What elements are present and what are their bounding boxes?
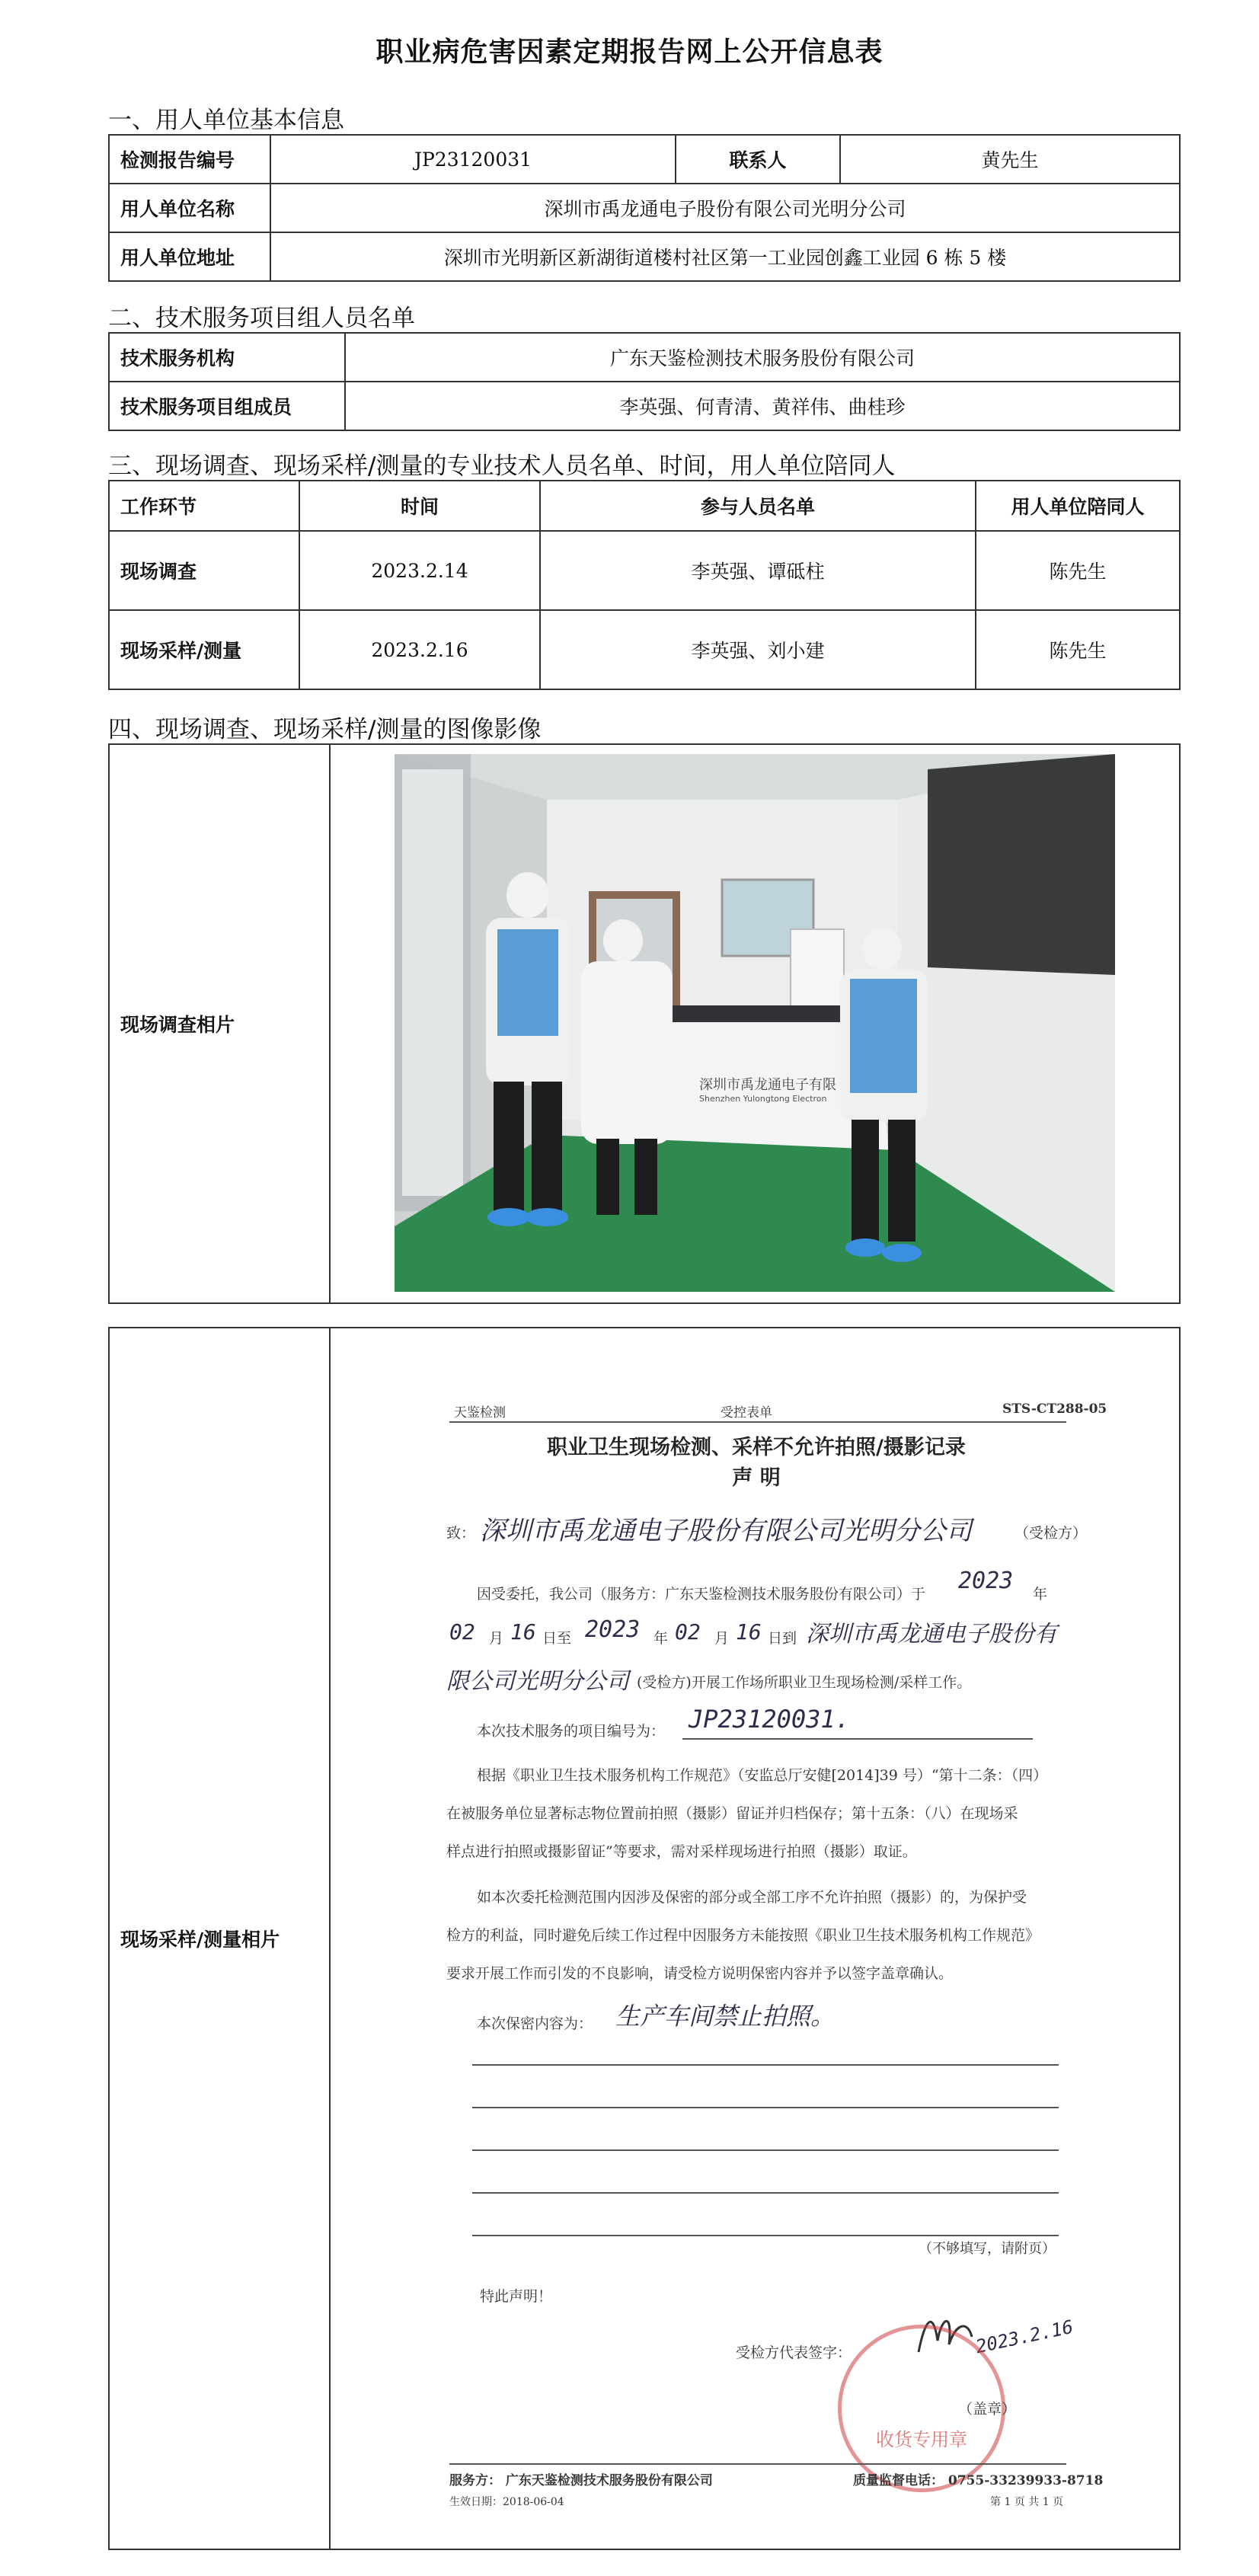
- survey-escort: 陈先生: [976, 610, 1180, 689]
- form-p1-arrive: 日到: [768, 1630, 797, 1647]
- photo-sign-line2: Shenzhen Yulongtong Electron: [699, 1094, 827, 1104]
- survey-header-stage: 工作环节: [109, 481, 299, 531]
- members-label: 技术服务项目组成员: [109, 382, 345, 430]
- form-p5-content: 生产车间禁止拍照。: [615, 2002, 836, 2031]
- org-value: 广东天鉴检测技术服务股份有限公司: [345, 333, 1180, 382]
- form-hdr-right: STS-CT288-05: [1002, 1401, 1107, 1417]
- report-no-value: JP23120031: [270, 135, 676, 184]
- survey-participants: 李英强、刘小建: [540, 610, 976, 689]
- company-value: 深圳市禹龙通电子股份有限公司光明分公司: [270, 184, 1180, 232]
- survey-escort: 陈先生: [976, 531, 1180, 610]
- survey-stage: 现场调查: [109, 531, 299, 610]
- form-footer-service: 服务方： 广东天鉴检测技术服务股份有限公司: [449, 2473, 713, 2488]
- site-photo-illustration: [395, 754, 1115, 1292]
- survey-time: 2023.2.14: [299, 531, 540, 610]
- form-p4-l1: 如本次委托检测范围内因涉及保密的部分或全部工序不允许拍照（摄影）的，为保护受: [477, 1889, 1027, 1906]
- form-footer-phone: 质量监督电话： 0755-33239933-8718: [853, 2473, 1104, 2488]
- form-subtitle: 声 明: [732, 1466, 781, 1490]
- contact-label: 联系人: [676, 135, 840, 184]
- address-value: 深圳市光明新区新湖街道楼村社区第一工业园创鑫工业园 6 栋 5 楼: [270, 232, 1180, 281]
- survey-stage: 现场采样/测量: [109, 610, 299, 689]
- form-p1-year-unit: 年: [1033, 1586, 1048, 1603]
- address-label: 用人单位地址: [109, 232, 270, 281]
- form-header-rule: [449, 1421, 1066, 1423]
- site-survey-photo: [395, 754, 1115, 1292]
- report-no-label: 检测报告编号: [109, 135, 270, 184]
- declaration-form-scan: [396, 1388, 1117, 2515]
- form-title: 职业卫生现场检测、采样不允许拍照/摄影记录: [547, 1436, 966, 1459]
- form-p1-m2-unit: 月: [714, 1630, 730, 1647]
- page-title: 职业病危害因素定期报告网上公开信息表: [375, 37, 884, 68]
- form-p1a: 因受委托，我公司（服务方：广东天鉴检测技术服务股份有限公司）于: [477, 1586, 926, 1603]
- basic-info-table: [108, 134, 1181, 282]
- form-line-5: [472, 2235, 1059, 2236]
- form-footer-date: 生效日期：2018-06-04: [449, 2496, 564, 2508]
- section-3-heading: 三、现场调查、现场采样/测量的专业技术人员名单、时间，用人单位陪同人: [108, 452, 896, 480]
- form-footer-page: 第 1 页 共 1 页: [990, 2496, 1064, 2508]
- photo-sign-line1: 深圳市禹龙通电子有限: [699, 1077, 836, 1093]
- form-p5: 本次保密内容为：: [477, 2015, 593, 2032]
- company-label: 用人单位名称: [109, 184, 270, 232]
- form-sign-label: 受检方代表签字：: [736, 2344, 852, 2361]
- form-line-3: [472, 2149, 1059, 2151]
- form-sign-date: 2023.2.16: [973, 2316, 1075, 2358]
- members-value: 李英强、何青清、黄祥伟、曲桂珍: [345, 382, 1180, 430]
- form-p1-m1-unit: 月: [489, 1630, 504, 1647]
- form-p2-underline: [682, 1738, 1033, 1740]
- form-line-1: [472, 2064, 1059, 2066]
- form-to-prefix: 致：: [446, 1525, 476, 1542]
- form-special: 特此声明！: [480, 2288, 553, 2305]
- form-p1-d2: 16: [736, 1619, 762, 1644]
- form-p1-m2: 02: [675, 1619, 701, 1644]
- form-seal-label: （盖章）: [958, 2401, 1017, 2418]
- survey-header-participants: 参与人员名单: [540, 481, 976, 531]
- form-p4-l3: 要求开展工作而引发的不良影响，请受检方说明保密内容并予以签字盖章确认。: [446, 1965, 954, 1982]
- form-p2-project-no: JP23120031.: [689, 1705, 850, 1734]
- team-table: [108, 332, 1181, 431]
- form-p1-company1: 深圳市禹龙通电子股份有: [806, 1621, 1057, 1648]
- table-row: [109, 610, 1180, 689]
- section-2-heading: 二、技术服务项目组人员名单: [108, 305, 415, 332]
- survey-participants: 李英强、谭砥柱: [540, 531, 976, 610]
- form-p2: 本次技术服务的项目编号为：: [477, 1723, 666, 1740]
- survey-header-row: [109, 481, 1180, 531]
- photo2-label: 现场采样/测量相片: [109, 1328, 330, 2549]
- form-p1-d1: 16: [510, 1619, 536, 1644]
- seal-text: 收货专用章: [876, 2429, 967, 2450]
- contact-value: 黄先生: [840, 135, 1180, 184]
- form-p1-y2-unit: 年: [653, 1630, 669, 1647]
- org-label: 技术服务机构: [109, 333, 345, 382]
- form-to-company: 深圳市禹龙通电子股份有限公司光明分公司: [480, 1516, 972, 1546]
- form-note: （不够填写，请附页）: [919, 2241, 1056, 2257]
- survey-header-escort: 用人单位陪同人: [976, 481, 1180, 531]
- form-p1-year: 2023: [958, 1568, 1014, 1594]
- form-line-4: [472, 2192, 1059, 2194]
- form-p1-rest: (受检方)开展工作场所职业卫生现场检测/采样工作。: [637, 1674, 972, 1691]
- photo1-label: 现场调查相片: [109, 744, 330, 1303]
- form-p1-year2: 2023: [585, 1616, 641, 1643]
- form-p3-l2: 在被服务单位显著标志物位置前拍照（摄影）留证并归档保存；第十五条：（八）在现场采: [446, 1805, 1018, 1822]
- survey-time: 2023.2.16: [299, 610, 540, 689]
- form-footer-rule: [449, 2463, 1066, 2465]
- form-p1-to: 日至: [542, 1630, 572, 1647]
- form-hdr-left: 天鉴检测: [454, 1405, 506, 1421]
- form-p1-m1: 02: [449, 1619, 475, 1644]
- form-p3-l1: 根据《职业卫生技术服务机构工作规范》（安监总厅安健[2014]39 号）“第十二条：（四）: [477, 1767, 1048, 1784]
- form-line-2: [472, 2107, 1059, 2108]
- table-row: [109, 531, 1180, 610]
- section-4-heading: 四、现场调查、现场采样/测量的图像影像: [108, 716, 542, 743]
- form-p1-company2: 限公司光明分公司: [446, 1668, 629, 1695]
- form-to-suffix: （受检方）: [1015, 1525, 1088, 1542]
- form-hdr-mid: 受控表单: [721, 1405, 772, 1421]
- section-1-heading: 一、用人单位基本信息: [108, 107, 344, 134]
- form-p4-l2: 检方的利益，同时避免后续工作过程中因服务方未能按照《职业卫生技术服务机构工作规范》: [446, 1927, 1040, 1944]
- survey-table: [108, 480, 1181, 690]
- survey-header-time: 时间: [299, 481, 540, 531]
- form-p3-l3: 样点进行拍照或摄影留证”等要求，需对采样现场进行拍照（摄影）取证。: [446, 1843, 917, 1860]
